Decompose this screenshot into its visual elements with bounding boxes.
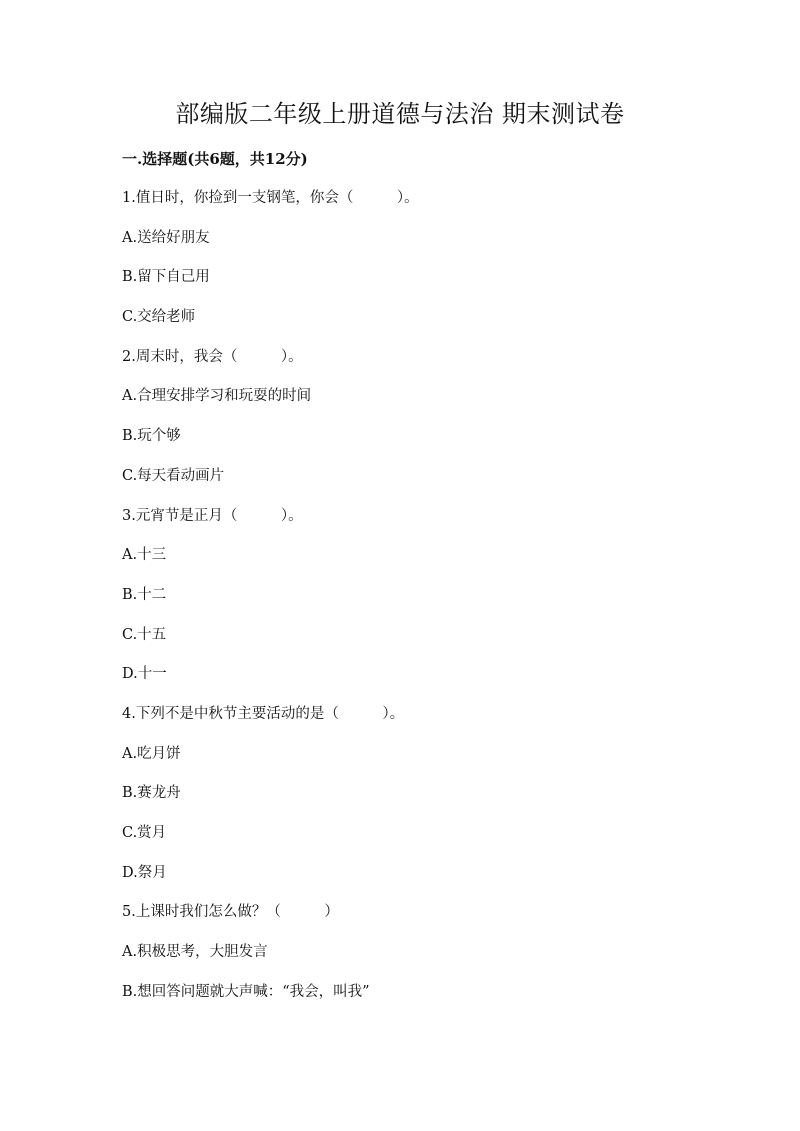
- question-4-stem: 4.下列不是中秋节主要活动的是（ ）。: [122, 705, 405, 722]
- question-4-option-d: D.祭月: [122, 864, 167, 881]
- question-2-option-a: A.合理安排学习和玩耍的时间: [122, 388, 312, 405]
- question-1-option-a: A.送给好朋友: [122, 229, 210, 246]
- question-3-option-b: B.十二: [122, 586, 167, 603]
- question-4-option-b: B.赛龙舟: [122, 785, 181, 802]
- question-2-option-c: C.每天看动画片: [122, 467, 225, 484]
- question-1-option-c: C.交给老师: [122, 309, 196, 326]
- question-1-option-b: B.留下自己用: [122, 269, 210, 286]
- question-5-option-a: A.积极思考，大胆发言: [122, 944, 268, 961]
- page-title: 部编版二年级上册道德与法治 期末测试卷: [175, 100, 625, 128]
- section-heading: 一.选择题(共6题，共12分): [122, 150, 308, 168]
- question-2-option-b: B.玩个够: [122, 428, 181, 445]
- question-4-option-a: A.吃月饼: [122, 745, 181, 762]
- question-5-option-b: B.想回答问题就大声喊：“我会，叫我”: [122, 983, 370, 1000]
- question-3-option-c: C.十五: [122, 626, 167, 643]
- question-3-option-a: A.十三: [122, 547, 167, 564]
- question-2-stem: 2.周末时，我会（ ）。: [122, 348, 303, 365]
- question-4-option-c: C.赏月: [122, 825, 167, 841]
- question-1-stem: 1.值日时，你捡到一支钢笔，你会（ ）。: [122, 190, 419, 206]
- question-3-option-d: D.十一: [122, 666, 167, 683]
- question-3-stem: 3.元宵节是正月（ ）。: [122, 507, 303, 524]
- question-list: [122, 188, 682, 1021]
- question-5-stem: 5.上课时我们怎么做？（ ）: [122, 904, 339, 921]
